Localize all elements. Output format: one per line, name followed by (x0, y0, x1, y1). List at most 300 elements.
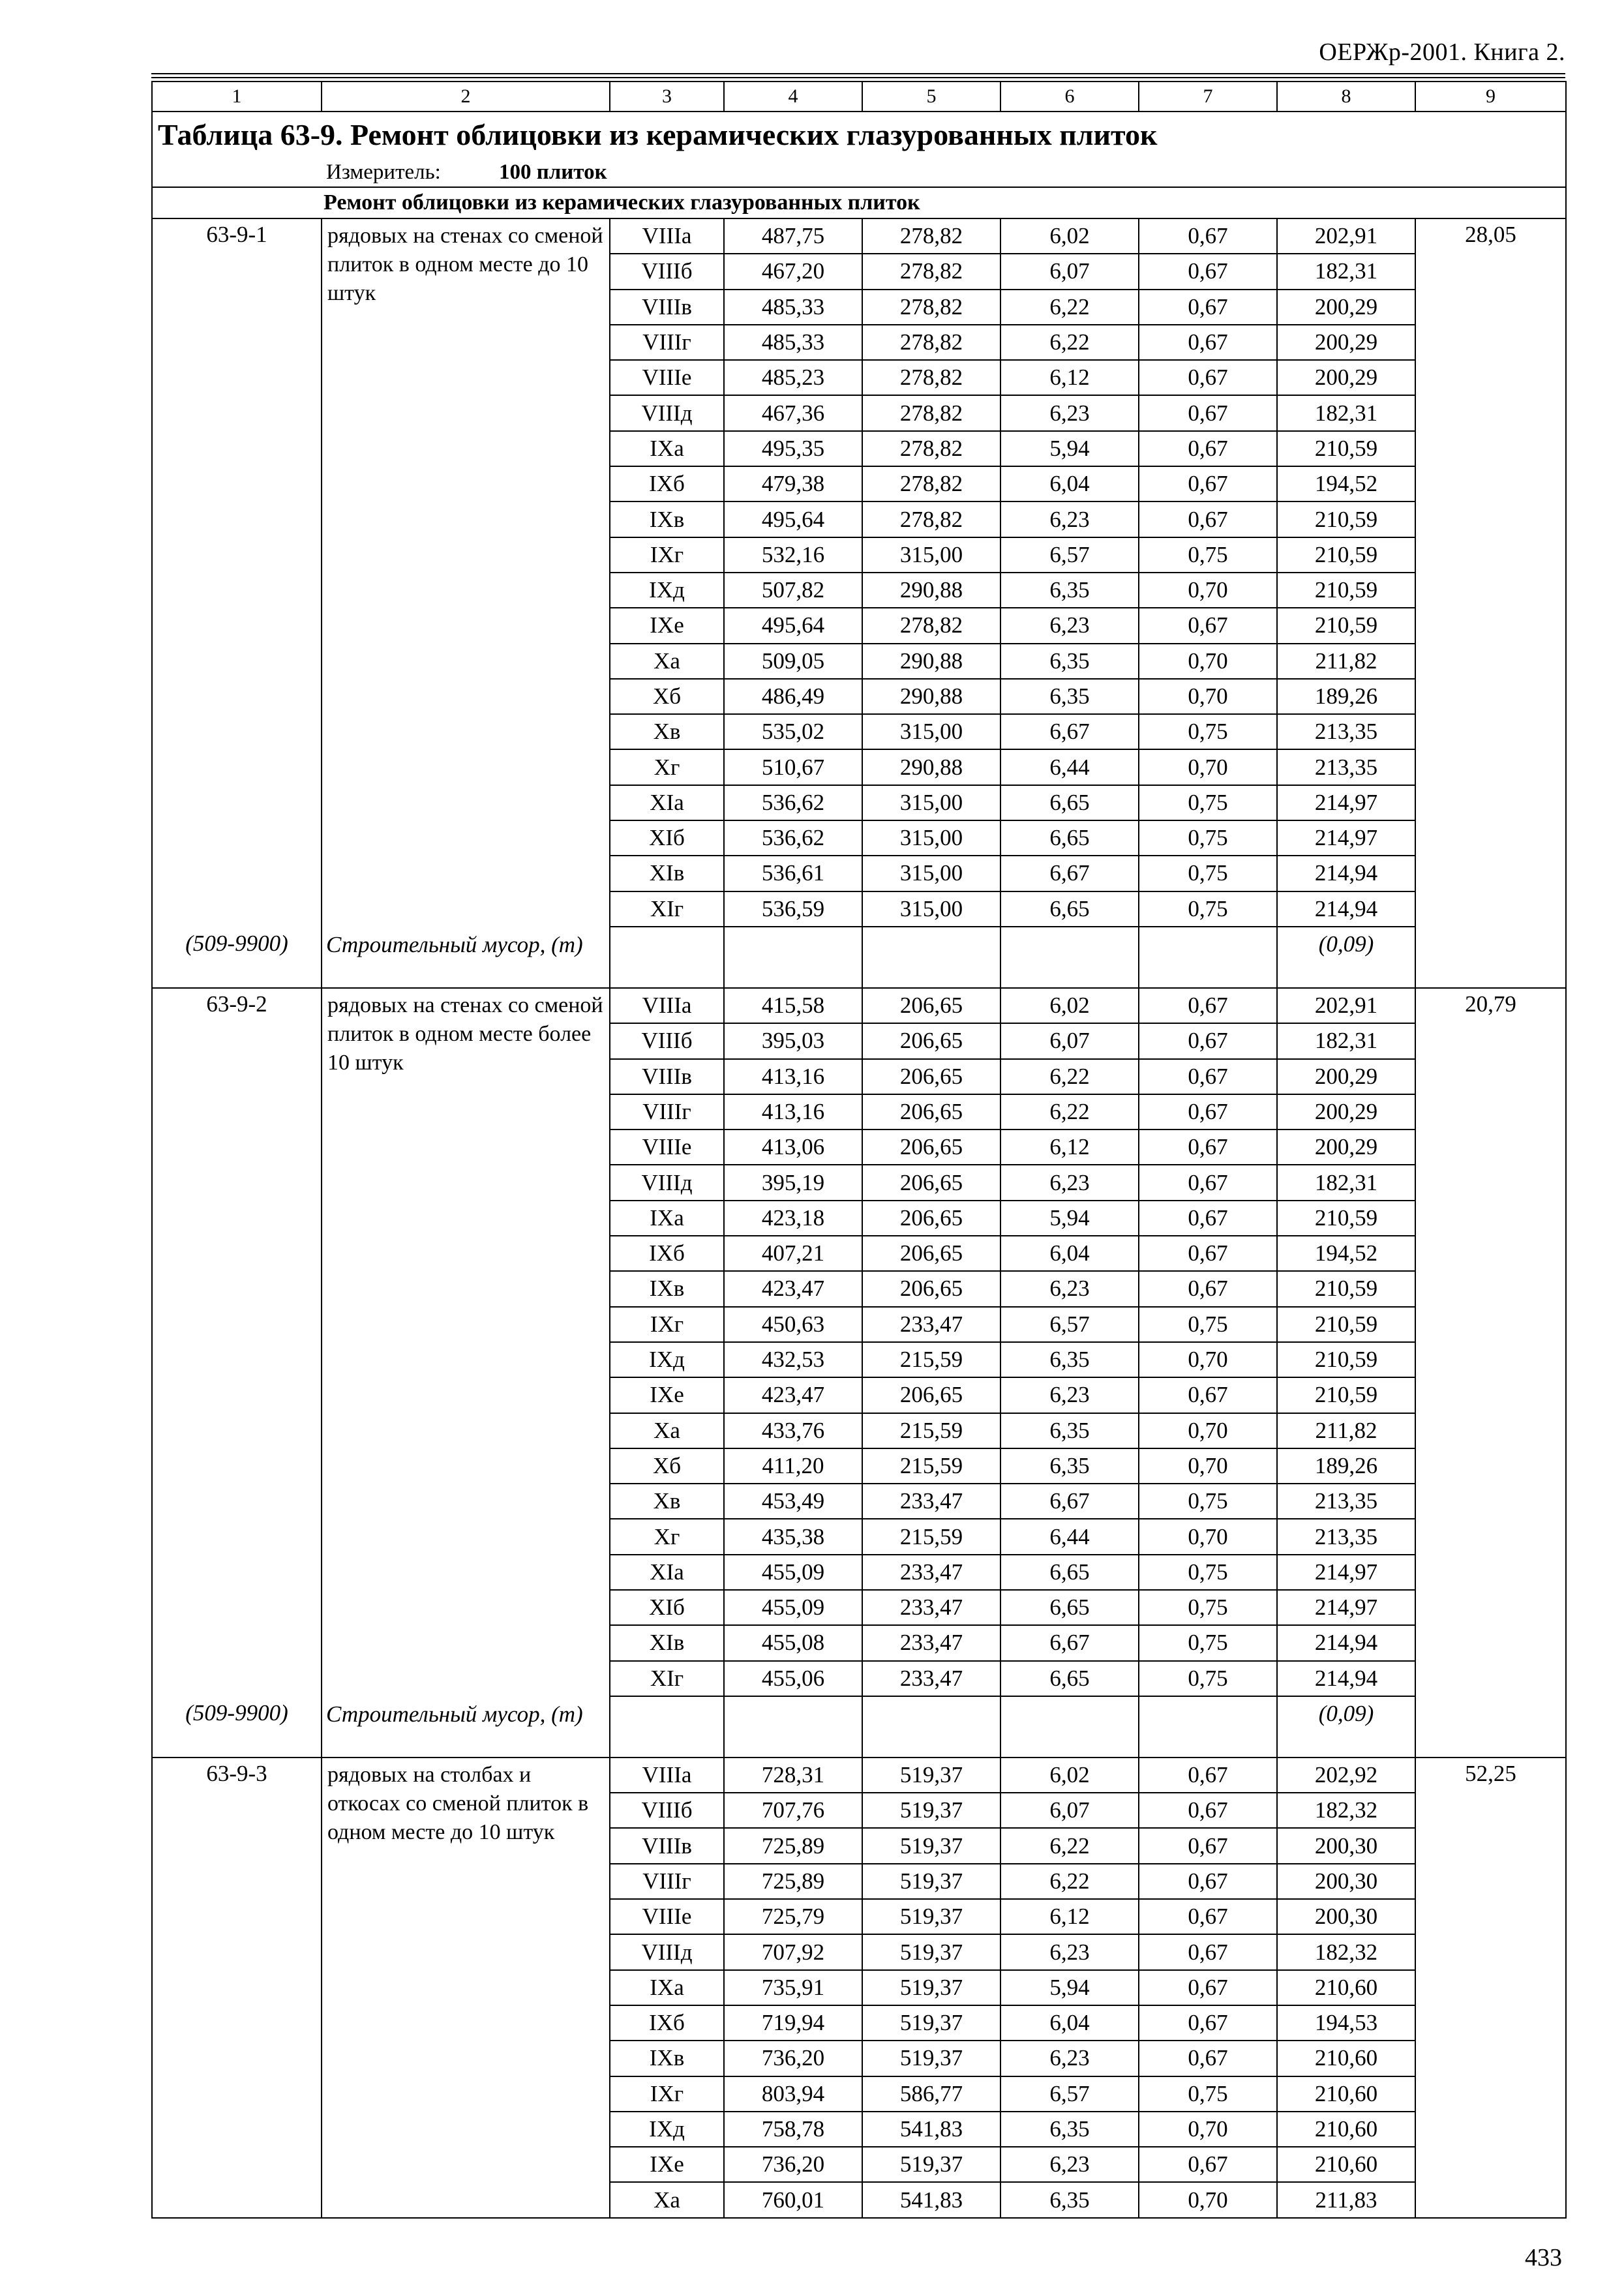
value-cell: 6,35 (1000, 1448, 1139, 1484)
value-cell: 0,70 (1139, 1413, 1277, 1448)
value-cell: 6,67 (1000, 1625, 1139, 1660)
zone-cell: IXе (610, 608, 724, 643)
table-title: Таблица 63-9. Ремонт облицовки из керамических глазурованных плиток (152, 112, 1566, 158)
zone-cell: Xв (610, 714, 724, 749)
value-cell: 0,67 (1139, 1236, 1277, 1271)
value-cell: 233,47 (862, 1307, 1000, 1342)
value-cell: 532,16 (724, 537, 862, 573)
zone-cell: Xа (610, 644, 724, 679)
value-cell: 206,65 (862, 988, 1000, 1023)
value-cell: 455,09 (724, 1555, 862, 1590)
value-cell: 315,00 (862, 785, 1000, 820)
value-cell: 214,97 (1277, 820, 1415, 856)
value-cell: 0,67 (1139, 325, 1277, 360)
value-cell: 200,29 (1277, 325, 1415, 360)
value-cell: 0,75 (1139, 1625, 1277, 1660)
value-cell: 6,23 (1000, 608, 1139, 643)
value-cell: 0,75 (1139, 891, 1277, 927)
column-number: 8 (1277, 82, 1415, 112)
value-cell: 395,19 (724, 1165, 862, 1200)
value-cell: 6,04 (1000, 2005, 1139, 2041)
value-cell: 0,75 (1139, 714, 1277, 749)
value-cell: 215,59 (862, 1342, 1000, 1377)
value-cell: 315,00 (862, 820, 1000, 856)
value-cell: 758,78 (724, 2112, 862, 2147)
value-cell: 0,67 (1139, 290, 1277, 325)
rate-code: 63-9-3 (152, 1758, 322, 2218)
value-cell: 0,75 (1139, 856, 1277, 891)
value-cell: 202,91 (1277, 988, 1415, 1023)
value-cell: 278,82 (862, 325, 1000, 360)
value-cell: 6,35 (1000, 2112, 1139, 2147)
value-cell: 485,23 (724, 360, 862, 395)
zone-cell: IXв (610, 2041, 724, 2076)
value-cell: 6,35 (1000, 1342, 1139, 1377)
zone-cell: VIIIб (610, 1023, 724, 1058)
value-cell: 194,53 (1277, 2005, 1415, 2041)
value-cell: 6,65 (1000, 820, 1139, 856)
value-cell: 0,70 (1139, 1519, 1277, 1554)
value-cell: 206,65 (862, 1377, 1000, 1413)
value-cell: 507,82 (724, 573, 862, 608)
waste-row (152, 927, 1566, 988)
value-cell: 0,67 (1139, 1094, 1277, 1130)
value-cell: 803,94 (724, 2076, 862, 2112)
value-cell: 536,62 (724, 785, 862, 820)
value-cell: 6,07 (1000, 1793, 1139, 1828)
value-cell: 210,59 (1277, 537, 1415, 573)
value-cell: 519,37 (862, 1970, 1000, 2005)
value-cell: 487,75 (724, 218, 862, 254)
zone-cell: IXб (610, 2005, 724, 2041)
value-cell: 6,35 (1000, 2182, 1139, 2217)
value-cell: 6,23 (1000, 2147, 1139, 2182)
value-cell: 182,31 (1277, 395, 1415, 430)
value-cell: 233,47 (862, 1555, 1000, 1590)
value-cell: 0,67 (1139, 431, 1277, 466)
value-cell: 519,37 (862, 2005, 1000, 2041)
zone-cell: VIIIг (610, 325, 724, 360)
value-cell: 0,67 (1139, 1899, 1277, 1934)
value-cell: 211,82 (1277, 1413, 1415, 1448)
unit-value: 100 плиток (499, 160, 607, 184)
value-cell: 413,06 (724, 1130, 862, 1165)
empty-cell (1000, 927, 1139, 988)
zone-cell: Xг (610, 749, 724, 785)
value-cell: 495,64 (724, 501, 862, 537)
value-cell: 736,20 (724, 2041, 862, 2076)
value-cell: 0,70 (1139, 644, 1277, 679)
value-cell: 182,32 (1277, 1934, 1415, 1969)
value-cell: 0,67 (1139, 1271, 1277, 1306)
zone-cell: XIа (610, 1555, 724, 1590)
value-cell: 0,67 (1139, 501, 1277, 537)
value-cell: 6,23 (1000, 2041, 1139, 2076)
value-cell: 536,61 (724, 856, 862, 891)
value-cell: 211,83 (1277, 2182, 1415, 2217)
table-title-row (152, 112, 1566, 158)
value-cell: 210,60 (1277, 2076, 1415, 2112)
value-cell: 200,29 (1277, 1094, 1415, 1130)
value-cell: 182,31 (1277, 1165, 1415, 1200)
value-cell: 541,83 (862, 2112, 1000, 2147)
value-cell: 210,59 (1277, 501, 1415, 537)
value-cell: 200,29 (1277, 290, 1415, 325)
value-cell: 6,23 (1000, 1934, 1139, 1969)
value-cell: 725,79 (724, 1899, 862, 1934)
value-cell: 233,47 (862, 1661, 1000, 1696)
zone-cell: Xб (610, 1448, 724, 1484)
value-cell: 486,49 (724, 679, 862, 714)
value-cell: 6,23 (1000, 1271, 1139, 1306)
value-cell: 536,62 (724, 820, 862, 856)
value-cell: 479,38 (724, 466, 862, 501)
value-cell: 6,35 (1000, 573, 1139, 608)
value-cell: 728,31 (724, 1758, 862, 1793)
value-cell: 194,52 (1277, 1236, 1415, 1271)
value-cell: 760,01 (724, 2182, 862, 2217)
value-cell: 433,76 (724, 1413, 862, 1448)
value-cell: 0,75 (1139, 1590, 1277, 1625)
value-cell: 6,07 (1000, 254, 1139, 289)
waste-code: (509-9900) (152, 927, 322, 988)
zone-cell: IXб (610, 1236, 724, 1271)
value-cell: 233,47 (862, 1484, 1000, 1519)
value-cell: 233,47 (862, 1590, 1000, 1625)
waste-code: (509-9900) (152, 1696, 322, 1758)
zone-cell: IXе (610, 1377, 724, 1413)
column-number: 4 (724, 82, 862, 112)
value-cell: 450,63 (724, 1307, 862, 1342)
value-cell: 485,33 (724, 290, 862, 325)
header-rule (151, 73, 1565, 74)
value-cell: 0,67 (1139, 1758, 1277, 1793)
value-cell: 0,70 (1139, 2182, 1277, 2217)
value-cell: 735,91 (724, 1970, 862, 2005)
value-cell: 213,35 (1277, 749, 1415, 785)
zone-cell: Xб (610, 679, 724, 714)
value-cell: 182,31 (1277, 254, 1415, 289)
value-cell: 290,88 (862, 573, 1000, 608)
zone-cell: IXд (610, 2112, 724, 2147)
value-cell: 455,08 (724, 1625, 862, 1660)
zone-cell: VIIIд (610, 1165, 724, 1200)
value-cell: 0,67 (1139, 1793, 1277, 1828)
value-cell: 415,58 (724, 988, 862, 1023)
value-cell: 200,29 (1277, 360, 1415, 395)
value-cell: 5,94 (1000, 1201, 1139, 1236)
value-cell: 5,94 (1000, 1970, 1139, 2005)
value-cell: 214,97 (1277, 1555, 1415, 1590)
value-cell: 736,20 (724, 2147, 862, 2182)
value-cell: 215,59 (862, 1519, 1000, 1554)
value-cell: 495,35 (724, 431, 862, 466)
value-cell: 213,35 (1277, 714, 1415, 749)
value-cell: 6,12 (1000, 1130, 1139, 1165)
value-cell: 6,22 (1000, 325, 1139, 360)
value-cell: 0,67 (1139, 2147, 1277, 2182)
empty-cell (862, 927, 1000, 988)
value-cell: 214,97 (1277, 785, 1415, 820)
value-cell: 214,94 (1277, 891, 1415, 927)
waste-description: Строительный мусор, (т) (322, 1696, 610, 1758)
value-cell: 278,82 (862, 290, 1000, 325)
column-number: 7 (1139, 82, 1277, 112)
value-cell: 6,04 (1000, 1236, 1139, 1271)
value-cell: 6,65 (1000, 1661, 1139, 1696)
value-cell: 0,67 (1139, 395, 1277, 430)
value-cell: 6,67 (1000, 714, 1139, 749)
value-cell: 6,12 (1000, 360, 1139, 395)
value-cell: 435,38 (724, 1519, 862, 1554)
zone-cell: VIIIа (610, 218, 724, 254)
value-cell: 6,22 (1000, 1828, 1139, 1863)
col9-value: 28,05 (1415, 218, 1566, 988)
value-cell: 213,35 (1277, 1484, 1415, 1519)
zone-cell: XIв (610, 856, 724, 891)
zone-cell: Xг (610, 1519, 724, 1554)
value-cell: 5,94 (1000, 431, 1139, 466)
value-cell: 423,47 (724, 1377, 862, 1413)
value-cell: 0,67 (1139, 466, 1277, 501)
value-cell: 278,82 (862, 608, 1000, 643)
unit-label: Измеритель: (326, 160, 441, 184)
column-number: 9 (1415, 82, 1566, 112)
value-cell: 278,82 (862, 254, 1000, 289)
value-cell: 210,59 (1277, 1342, 1415, 1377)
value-cell: 495,64 (724, 608, 862, 643)
zone-cell: VIIIб (610, 1793, 724, 1828)
value-cell: 519,37 (862, 1899, 1000, 1934)
zone-cell: IXг (610, 1307, 724, 1342)
empty-cell (1139, 927, 1277, 988)
value-cell: 0,67 (1139, 1970, 1277, 2005)
value-cell: 455,06 (724, 1661, 862, 1696)
value-cell: 0,67 (1139, 360, 1277, 395)
column-number: 3 (610, 82, 724, 112)
value-cell: 707,92 (724, 1934, 862, 1969)
value-cell: 0,67 (1139, 1828, 1277, 1863)
value-cell: 6,65 (1000, 1590, 1139, 1625)
value-cell: 6,57 (1000, 1307, 1139, 1342)
value-cell: 290,88 (862, 644, 1000, 679)
value-cell: 315,00 (862, 891, 1000, 927)
empty-cell (1000, 1696, 1139, 1758)
zone-cell: VIIIд (610, 395, 724, 430)
value-cell: 210,59 (1277, 573, 1415, 608)
zone-cell: IXе (610, 2147, 724, 2182)
zone-cell: IXд (610, 573, 724, 608)
value-cell: 0,75 (1139, 785, 1277, 820)
value-cell: 0,75 (1139, 1661, 1277, 1696)
value-cell: 6,04 (1000, 466, 1139, 501)
value-cell: 519,37 (862, 1793, 1000, 1828)
empty-cell (610, 927, 724, 988)
waste-value: (0,09) (1277, 927, 1415, 988)
value-cell: 0,67 (1139, 1023, 1277, 1058)
work-description: рядовых на стенах со сменой плиток в одном месте до 10 штук (322, 218, 610, 927)
value-cell: 6,23 (1000, 1165, 1139, 1200)
value-cell: 0,67 (1139, 988, 1277, 1023)
value-cell: 6,22 (1000, 290, 1139, 325)
value-cell: 233,47 (862, 1625, 1000, 1660)
value-cell: 189,26 (1277, 679, 1415, 714)
value-cell: 210,60 (1277, 2041, 1415, 2076)
value-cell: 6,44 (1000, 749, 1139, 785)
value-cell: 6,22 (1000, 1059, 1139, 1094)
value-cell: 206,65 (862, 1130, 1000, 1165)
price-table (151, 81, 1567, 2219)
value-cell: 519,37 (862, 2147, 1000, 2182)
value-cell: 413,16 (724, 1094, 862, 1130)
value-cell: 586,77 (862, 2076, 1000, 2112)
value-cell: 0,70 (1139, 1342, 1277, 1377)
value-cell: 6,57 (1000, 537, 1139, 573)
table-row (152, 218, 1566, 254)
header-rule-double (151, 77, 1565, 78)
empty-cell (862, 1696, 1000, 1758)
value-cell: 214,94 (1277, 1625, 1415, 1660)
table-row (152, 988, 1566, 1023)
document-header: ОЕРЖр-2001. Книга 2. (1319, 38, 1565, 66)
waste-description: Строительный мусор, (т) (322, 927, 610, 988)
zone-cell: IXб (610, 466, 724, 501)
value-cell: 6,65 (1000, 785, 1139, 820)
zone-cell: XIб (610, 1590, 724, 1625)
value-cell: 202,92 (1277, 1758, 1415, 1793)
value-cell: 210,59 (1277, 608, 1415, 643)
value-cell: 707,76 (724, 1793, 862, 1828)
value-cell: 536,59 (724, 891, 862, 927)
value-cell: 0,75 (1139, 537, 1277, 573)
value-cell: 210,59 (1277, 1271, 1415, 1306)
value-cell: 215,59 (862, 1413, 1000, 1448)
zone-cell: VIIIг (610, 1094, 724, 1130)
value-cell: 0,75 (1139, 1555, 1277, 1590)
zone-cell: VIIIг (610, 1864, 724, 1899)
zone-cell: VIIIа (610, 988, 724, 1023)
value-cell: 6,22 (1000, 1864, 1139, 1899)
value-cell: 413,16 (724, 1059, 862, 1094)
empty-cell (724, 927, 862, 988)
zone-cell: XIб (610, 820, 724, 856)
value-cell: 6,02 (1000, 988, 1139, 1023)
value-cell: 214,97 (1277, 1590, 1415, 1625)
value-cell: 200,30 (1277, 1828, 1415, 1863)
zone-cell: IXг (610, 537, 724, 573)
value-cell: 206,65 (862, 1236, 1000, 1271)
zone-cell: Xв (610, 1484, 724, 1519)
value-cell: 519,37 (862, 2041, 1000, 2076)
value-cell: 0,67 (1139, 1059, 1277, 1094)
value-cell: 6,35 (1000, 644, 1139, 679)
value-cell: 0,67 (1139, 1165, 1277, 1200)
zone-cell: VIIIе (610, 1130, 724, 1165)
zone-cell: VIIIд (610, 1934, 724, 1969)
value-cell: 206,65 (862, 1094, 1000, 1130)
value-cell: 395,03 (724, 1023, 862, 1058)
value-cell: 0,67 (1139, 2005, 1277, 2041)
zone-cell: XIв (610, 1625, 724, 1660)
zone-cell: XIг (610, 891, 724, 927)
value-cell: 6,02 (1000, 218, 1139, 254)
value-cell: 290,88 (862, 749, 1000, 785)
zone-cell: IXд (610, 1342, 724, 1377)
value-cell: 0,67 (1139, 1864, 1277, 1899)
unit-row (152, 158, 1566, 187)
value-cell: 453,49 (724, 1484, 862, 1519)
value-cell: 535,02 (724, 714, 862, 749)
value-cell: 407,21 (724, 1236, 862, 1271)
value-cell: 182,32 (1277, 1793, 1415, 1828)
value-cell: 278,82 (862, 466, 1000, 501)
value-cell: 519,37 (862, 1864, 1000, 1899)
value-cell: 278,82 (862, 431, 1000, 466)
zone-cell: VIIIб (610, 254, 724, 289)
value-cell: 0,75 (1139, 2076, 1277, 2112)
value-cell: 213,35 (1277, 1519, 1415, 1554)
value-cell: 210,59 (1277, 1377, 1415, 1413)
page-number: 433 (1525, 2244, 1562, 2271)
empty-cell (610, 1696, 724, 1758)
value-cell: 541,83 (862, 2182, 1000, 2217)
value-cell: 0,70 (1139, 573, 1277, 608)
value-cell: 0,70 (1139, 1448, 1277, 1484)
waste-value: (0,09) (1277, 1696, 1415, 1758)
zone-cell: VIIIе (610, 1899, 724, 1934)
value-cell: 6,35 (1000, 679, 1139, 714)
value-cell: 6,44 (1000, 1519, 1139, 1554)
work-description: рядовых на стенах со сменой плиток в одном месте более 10 штук (322, 988, 610, 1696)
work-description: рядовых на столбах и откосах со сменой плиток в одном месте до 10 штук (322, 1758, 610, 2218)
value-cell: 0,67 (1139, 1201, 1277, 1236)
value-cell: 6,23 (1000, 1377, 1139, 1413)
value-cell: 206,65 (862, 1201, 1000, 1236)
waste-row (152, 1696, 1566, 1758)
zone-cell: IXа (610, 1970, 724, 2005)
value-cell: 6,57 (1000, 2076, 1139, 2112)
value-cell: 0,75 (1139, 1307, 1277, 1342)
zone-cell: VIIIв (610, 1828, 724, 1863)
value-cell: 0,70 (1139, 679, 1277, 714)
value-cell: 182,31 (1277, 1023, 1415, 1058)
value-cell: 206,65 (862, 1023, 1000, 1058)
rate-code: 63-9-2 (152, 988, 322, 1696)
value-cell: 206,65 (862, 1165, 1000, 1200)
table-row (152, 1758, 1566, 1793)
column-number: 1 (152, 82, 322, 112)
value-cell: 210,60 (1277, 1970, 1415, 2005)
value-cell: 210,59 (1277, 1201, 1415, 1236)
value-cell: 725,89 (724, 1828, 862, 1863)
value-cell: 725,89 (724, 1864, 862, 1899)
section-title: Ремонт облицовки из керамических глазурованных плиток (152, 187, 1566, 218)
value-cell: 6,02 (1000, 1758, 1139, 1793)
zone-cell: IXв (610, 1271, 724, 1306)
value-cell: 6,23 (1000, 395, 1139, 430)
value-cell: 6,65 (1000, 891, 1139, 927)
value-cell: 0,67 (1139, 2041, 1277, 2076)
value-cell: 200,30 (1277, 1864, 1415, 1899)
value-cell: 485,33 (724, 325, 862, 360)
value-cell: 210,59 (1277, 1307, 1415, 1342)
value-cell: 211,82 (1277, 644, 1415, 679)
value-cell: 206,65 (862, 1059, 1000, 1094)
value-cell: 6,65 (1000, 1555, 1139, 1590)
value-cell: 0,67 (1139, 1377, 1277, 1413)
value-cell: 210,59 (1277, 431, 1415, 466)
value-cell: 519,37 (862, 1828, 1000, 1863)
